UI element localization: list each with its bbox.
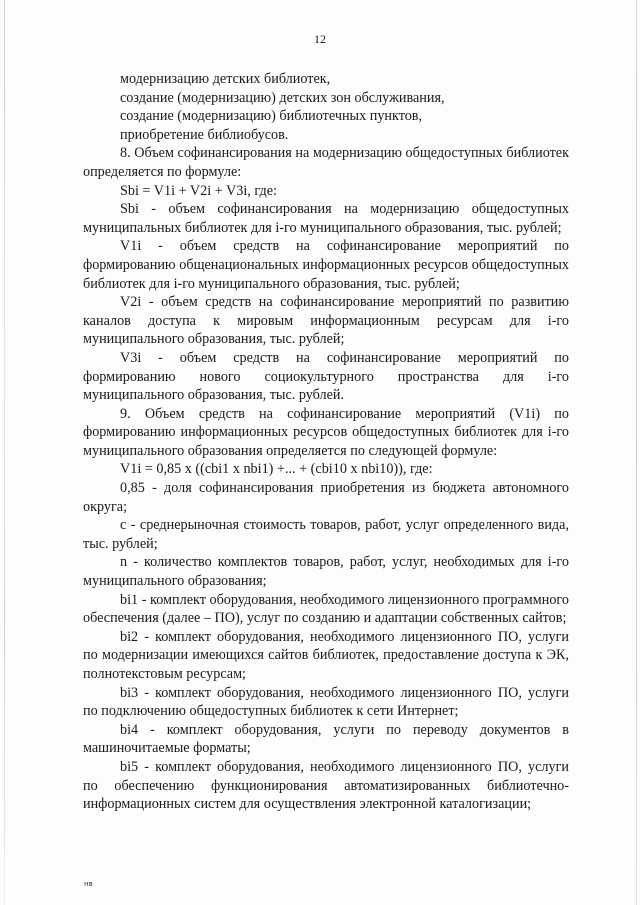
definition-bi5: bi5 - комплект оборудования, необходимого лицензионного ПО, услуги по обеспечению функционирования автоматизированных библиотечно-информационных систем для осуществления электронной каталогизации; [83, 758, 569, 813]
list-item: создание (модернизацию) детских зон обслуживания, [120, 89, 445, 106]
definition-n: n - количество комплектов товаров, работ, услуг, необходимых для i-го муниципального образования; [83, 554, 569, 590]
definition-bi1: bi1 - комплект оборудования, необходимого лицензионного программного обеспечения (далее – ПО), услуг по созданию и адаптации собственных сайтов; [83, 591, 569, 627]
definition-v2i: V2i - объем средств на софинансирование мероприятий по развитию каналов доступа к мировым информационным ресурсам для i-го муниципального образования, тыс. рублей; [83, 294, 569, 348]
scan-edge-left [4, 0, 5, 905]
footer-mark: нв [84, 880, 93, 888]
document-body [83, 70, 569, 814]
definition-085: 0,85 - доля софинансирования приобретения из бюджета автономного округа; [83, 480, 569, 515]
definition-sbi: Sbi - объем софинансирования на модернизацию общедоступных муниципальных библиотек для i-го муниципального образования, тыс. рублей; [83, 201, 569, 236]
definition-bi4: bi4 - комплект оборудования, услуги по переводу документов в машиночитаемые форматы; [83, 721, 569, 757]
list-item: модернизацию детских библиотек, [120, 71, 331, 87]
paragraph-8: 8. Объем софинансирования на модернизацию общедоступных библиотек определяется по формуле: [83, 145, 569, 180]
formula-sbi: Sbi = V1i + V2i + V3i, где: [120, 182, 277, 199]
definition-v1i: V1i - объем средств на софинансирование мероприятий по формированию общенациональных информационных ресурсов общедоступных библиотек для i-го муниципального образования, тыс. рублей; [83, 238, 569, 292]
list-item: приобретение библиобусов. [120, 126, 289, 143]
paragraph-9: 9. Объем средств на софинансирование мероприятий (V1i) по формированию информационных ресурсов общедоступных библиотек для i-го муниципального образования определяется по следующей формуле: [83, 405, 569, 459]
scan-edge-right [636, 0, 637, 905]
definition-c: с - среднерыночная стоимость товаров, работ, услуг определенного вида, тыс. рублей; [83, 517, 569, 552]
formula-v1i: V1i = 0,85 x ((cbi1 x nbi1) +... + (cbi10 x nbi10)), где: [120, 461, 433, 478]
definition-bi2: bi2 - комплект оборудования, необходимого лицензионного ПО, услуги по модернизации имеющихся сайтов библиотек, предоставление доступа к ЭК, полнотекстовым ресурсам; [83, 628, 569, 682]
definition-v3i: V3i - объем средств на софинансирование мероприятий по формированию нового социокультурного пространства для i-го муниципального образования, тыс. рублей. [83, 349, 569, 404]
list-item: создание (модернизацию) библиотечных пунктов, [120, 108, 423, 125]
definition-bi3: bi3 - комплект оборудования, необходимого лицензионного ПО, услуги по подключению общедоступных библиотек к сети Интернет; [83, 684, 569, 720]
page-number: 12 [314, 32, 326, 46]
